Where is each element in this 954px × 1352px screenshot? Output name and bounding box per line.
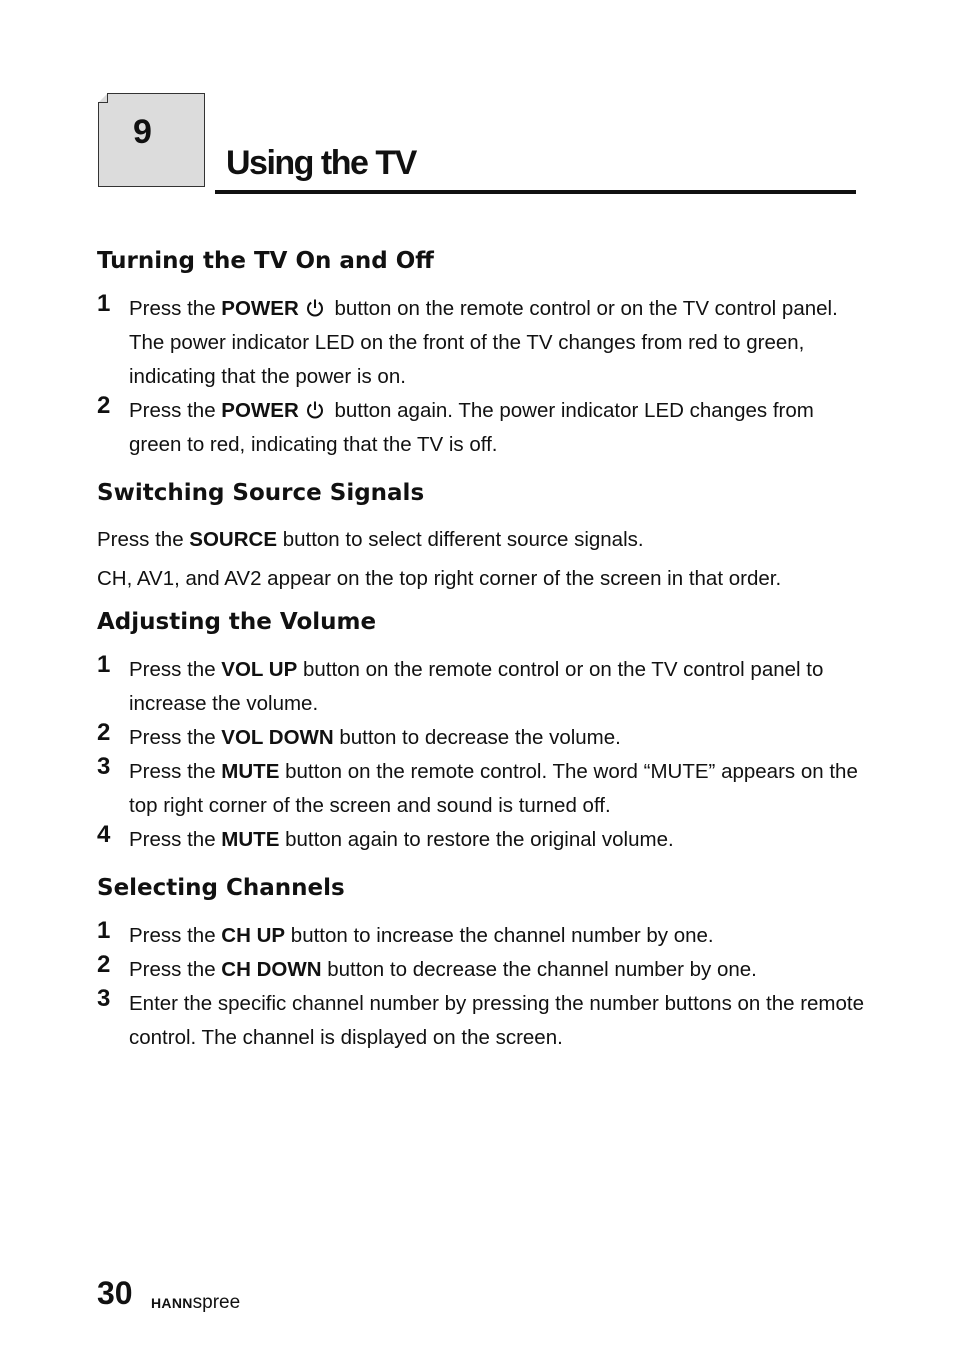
key-label: MUTE [221, 828, 280, 851]
key-label: CH DOWN [221, 958, 322, 981]
paragraph-text: button to select different source signals. [277, 528, 644, 551]
key-label: SOURCE [189, 528, 278, 551]
step-text [129, 919, 864, 953]
key-label: MUTE [221, 760, 280, 783]
paragraph-source-order [97, 562, 877, 596]
step-text-pre: Press the [129, 658, 222, 681]
key-label: POWER [221, 297, 299, 320]
chapter-title: Using the TV [226, 144, 416, 182]
section-heading-power: Turning the TV On and Off [97, 248, 434, 274]
chapter-number: 9 [133, 113, 152, 151]
power-icon [305, 400, 325, 420]
step-text-post: button on the remote control or on the TV control panel. The power indicator LED on the front of the TV changes from red to green, indicating that the power is on. [129, 297, 838, 388]
section-heading-source: Switching Source Signals [97, 480, 425, 506]
step-text-post: button again to restore the original volume. [279, 828, 674, 851]
key-label: VOL DOWN [221, 726, 334, 749]
key-label: CH UP [221, 924, 286, 947]
section-heading-volume: Adjusting the Volume [97, 609, 377, 635]
step-text [129, 721, 864, 755]
step-number: 3 [97, 753, 111, 780]
step-number: 2 [97, 392, 111, 419]
step-number: 3 [97, 985, 111, 1012]
paragraph-text: Press the [97, 528, 190, 551]
step-number: 2 [97, 719, 111, 746]
step-text-post: button on the remote control. The word “MUTE” appears on the top right corner of the screen and sound is turned off. [129, 760, 858, 817]
step-text-pre: Press the [129, 760, 222, 783]
step-number: 2 [97, 951, 111, 978]
paragraph-source [97, 523, 877, 557]
chapter-tab-corner [98, 93, 108, 103]
step-number: 1 [97, 651, 111, 678]
step-number: 1 [97, 290, 111, 317]
key-label: VOL UP [221, 658, 298, 681]
step-text [129, 394, 864, 462]
paragraph-text: CH, AV1, and AV2 appear on the top right corner of the screen in that order. [97, 567, 782, 590]
step-text [129, 953, 864, 987]
power-icon [305, 298, 325, 318]
step-text [129, 987, 864, 1055]
step-text [129, 755, 864, 823]
step-text-post: button to decrease the volume. [333, 726, 621, 749]
step-text-post: button on the remote control or on the TV control panel to increase the volume. [129, 658, 824, 715]
step-number: 4 [97, 821, 111, 848]
step-text-post: button again. The power indicator LED changes from green to red, indicating that the TV is off. [129, 399, 814, 456]
step-text-post: button to decrease the channel number by one. [321, 958, 757, 981]
section-heading-channels: Selecting Channels [97, 875, 345, 901]
chapter-tab [98, 93, 206, 188]
step-text-pre: Press the [129, 726, 222, 749]
brand-logo [151, 1292, 240, 1314]
step-text-post: button to increase the channel number by one. [285, 924, 714, 947]
step-text-pre: Press the [129, 399, 222, 422]
title-underline [215, 190, 856, 194]
step-text [129, 653, 864, 721]
step-text-pre: Press the [129, 828, 222, 851]
key-label: POWER [221, 399, 299, 422]
brand-bold: HANN [151, 1295, 193, 1311]
step-text-pre: Press the [129, 924, 222, 947]
step-number: 1 [97, 917, 111, 944]
step-text-pre: Enter the specific channel number by pressing the number buttons on the remote control. The channel is displayed on the screen. [129, 992, 865, 1049]
step-text-pre: Press the [129, 958, 222, 981]
page-number: 30 [97, 1275, 133, 1311]
step-text [129, 292, 864, 394]
step-text-pre: Press the [129, 297, 222, 320]
step-text [129, 823, 864, 857]
brand-light: spree [192, 1292, 241, 1313]
